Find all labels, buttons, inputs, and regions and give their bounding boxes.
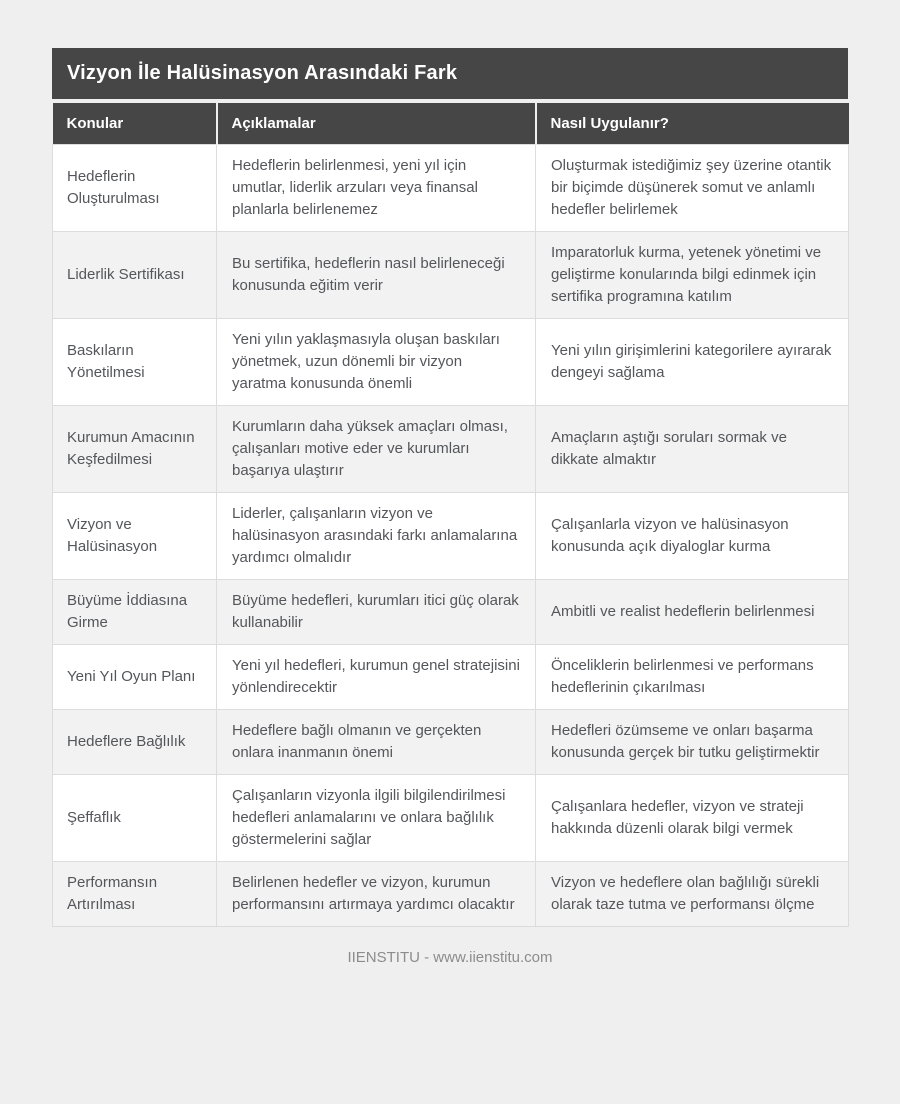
cell-topic: Liderlik Sertifikası <box>53 232 217 319</box>
table-row <box>53 406 849 493</box>
cell-description: Belirlenen hedefler ve vizyon, kurumun performansını artırmaya yardımcı olacaktır <box>217 862 536 927</box>
cell-topic: Baskıların Yönetilmesi <box>53 319 217 406</box>
cell-application: Ambitli ve realist hedeflerin belirlenmesi <box>536 580 849 645</box>
cell-application: Vizyon ve hedeflere olan bağlılığı sürekli olarak taze tutma ve performansı ölçme <box>536 862 849 927</box>
cell-topic: Vizyon ve Halüsinasyon <box>53 493 217 580</box>
table-row <box>53 710 849 775</box>
comparison-table <box>52 103 849 927</box>
table-row <box>53 493 849 580</box>
cell-topic: Şeffaflık <box>53 775 217 862</box>
table-row <box>53 145 849 232</box>
cell-application: Hedefleri özümseme ve onları başarma konusunda gerçek bir tutku geliştirmektir <box>536 710 849 775</box>
cell-description: Kurumların daha yüksek amaçları olması, çalışanları motive eder ve kurumları başarıya ulaştırır <box>217 406 536 493</box>
column-header-descriptions: Açıklamalar <box>217 103 536 145</box>
page-title: Vizyon İle Halüsinasyon Arasındaki Fark <box>52 48 848 99</box>
cell-application: Çalışanlara hedefler, vizyon ve strateji hakkında düzenli olarak bilgi vermek <box>536 775 849 862</box>
cell-description: Hedeflere bağlı olmanın ve gerçekten onlara inanmanın önemi <box>217 710 536 775</box>
table-row <box>53 580 849 645</box>
cell-description: Hedeflerin belirlenmesi, yeni yıl için umutlar, liderlik arzuları veya finansal planlarla belirlenemez <box>217 145 536 232</box>
cell-topic: Hedeflere Bağlılık <box>53 710 217 775</box>
cell-description: Çalışanların vizyonla ilgili bilgilendirilmesi hedefleri anlamalarını ve onlara bağlılık göstermelerini sağlar <box>217 775 536 862</box>
cell-topic: Büyüme İddiasına Girme <box>53 580 217 645</box>
cell-application: Yeni yılın girişimlerini kategorilere ayırarak dengeyi sağlama <box>536 319 849 406</box>
cell-description: Bu sertifika, hedeflerin nasıl belirleneceği konusunda eğitim verir <box>217 232 536 319</box>
cell-application: Önceliklerin belirlenmesi ve performans hedeflerinin çıkarılması <box>536 645 849 710</box>
comparison-card <box>52 48 848 927</box>
cell-application: Imparatorluk kurma, yetenek yönetimi ve geliştirme konularında bilgi edinmek için sertifika programına katılım <box>536 232 849 319</box>
cell-topic: Yeni Yıl Oyun Planı <box>53 645 217 710</box>
column-header-application: Nasıl Uygulanır? <box>536 103 849 145</box>
table-row <box>53 862 849 927</box>
cell-description: Yeni yıl hedefleri, kurumun genel stratejisini yönlendirecektir <box>217 645 536 710</box>
cell-description: Büyüme hedefleri, kurumları itici güç olarak kullanabilir <box>217 580 536 645</box>
cell-topic: Kurumun Amacının Keşfedilmesi <box>53 406 217 493</box>
cell-application: Oluşturmak istediğimiz şey üzerine otantik bir biçimde düşünerek somut ve anlamlı hedefler belirlemek <box>536 145 849 232</box>
cell-description: Liderler, çalışanların vizyon ve halüsinasyon arasındaki farkı anlamalarına yardımcı olmalıdır <box>217 493 536 580</box>
table-row <box>53 232 849 319</box>
table-header-row <box>53 103 849 145</box>
table-row <box>53 319 849 406</box>
cell-topic: Performansın Artırılması <box>53 862 217 927</box>
table-row <box>53 775 849 862</box>
table-row <box>53 645 849 710</box>
cell-application: Çalışanlarla vizyon ve halüsinasyon konusunda açık diyaloglar kurma <box>536 493 849 580</box>
cell-description: Yeni yılın yaklaşmasıyla oluşan baskıları yönetmek, uzun dönemli bir vizyon yaratma konusunda önemli <box>217 319 536 406</box>
cell-topic: Hedeflerin Oluşturulması <box>53 145 217 232</box>
column-header-topics: Konular <box>53 103 217 145</box>
source-attribution: IIENSTITU - www.iienstitu.com <box>347 949 553 966</box>
cell-application: Amaçların aştığı soruları sormak ve dikkate almaktır <box>536 406 849 493</box>
